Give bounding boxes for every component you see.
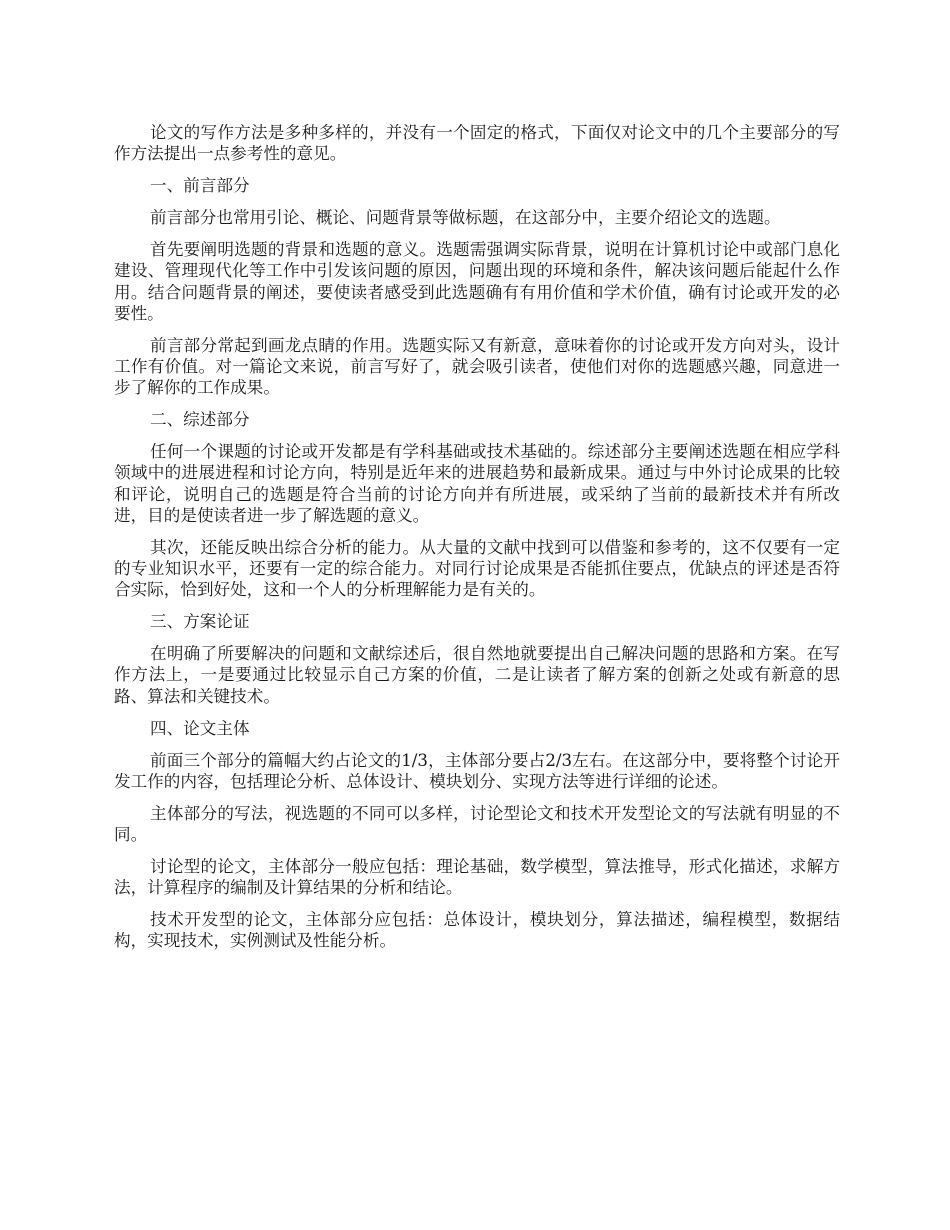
body-paragraph-3: 讨论型的论文，主体部分一般应包括：理论基础，数学模型，算法推导，形式化描述，求解方法，计算程序的编制及计算结果的分析和结论。 bbox=[114, 857, 840, 898]
section-heading-preface: 一、前言部分 bbox=[150, 176, 250, 196]
section-heading-review: 二、综述部分 bbox=[150, 410, 250, 430]
body-paragraph-2: 主体部分的写法，视选题的不同可以多样，讨论型论文和技术开发型论文的写法就有明显的不同。 bbox=[114, 803, 840, 845]
document-body bbox=[114, 122, 840, 962]
review-paragraph-2: 其次，还能反映出综合分析的能力。从大量的文献中找到可以借鉴和参考的，这不仅要有一定的专业知识水平，还要有一定的综合能力。对同行讨论成果是否能抓住要点，优缺点的评述是否符合实际，恰到好处，这和一个人的分析理解能力是有关的。 bbox=[114, 537, 840, 600]
scheme-paragraph-1: 在明确了所要解决的问题和文献综述后，很自然地就要提出自己解决问题的思路和方案。在写作方法上，一是要通过比较显示自己方案的价值，二是让读者了解方案的创新之处或有新意的思路、算法和关键技术。 bbox=[114, 644, 840, 706]
preface-paragraph-1: 前言部分也常用引论、概论、问题背景等做标题，在这部分中，主要介绍论文的选题。 bbox=[150, 208, 781, 228]
body-paragraph-4: 技术开发型的论文，主体部分应包括：总体设计，模块划分，算法描述，编程模型，数据结构，实现技术，实例测试及性能分析。 bbox=[114, 910, 840, 951]
body-paragraph-1: 前面三个部分的篇幅大约占论文的1/3，主体部分要占2/3左右。在这部分中，要将整个讨论开发工作的内容，包括理论分析、总体设计、模块划分、实现方法等进行详细的论述。 bbox=[114, 750, 840, 791]
section-heading-scheme: 三、方案论证 bbox=[150, 612, 250, 632]
review-paragraph-1: 任何一个课题的讨论或开发都是有学科基础或技术基础的。综述部分主要阐述选题在相应学科领域中的进展进程和讨论方向，特别是近年来的进展趋势和最新成果。通过与中外讨论成果的比较和评论，说明自己的选题是符合当前的讨论方向并有所进展，或采纳了当前的最新技术并有所改进，目的是使读者进一步了解选题的意义。 bbox=[114, 442, 840, 525]
preface-paragraph-3: 前言部分常起到画龙点睛的作用。选题实际又有新意，意味着你的讨论或开发方向对头，设计工作有价值。对一篇论文来说，前言写好了，就会吸引读者，使他们对你的选题感兴趣，同意进一步了解你的工作成果。 bbox=[114, 335, 840, 398]
section-heading-body: 四、论文主体 bbox=[150, 718, 250, 738]
preface-paragraph-2: 首先要阐明选题的背景和选题的意义。选题需强调实际背景，说明在计算机讨论中或部门息化建设、管理现代化等工作中引发该问题的原因，问题出现的环境和条件，解决该问题后能起什么作用。结合问题背景的阐述，要使读者感受到此选题确有有用价值和学术价值，确有讨论或开发的必要性。 bbox=[114, 240, 840, 323]
intro-paragraph: 论文的写作方法是多种多样的，并没有一个固定的格式，下面仅对论文中的几个主要部分的写作方法提出一点参考性的意见。 bbox=[114, 123, 840, 164]
